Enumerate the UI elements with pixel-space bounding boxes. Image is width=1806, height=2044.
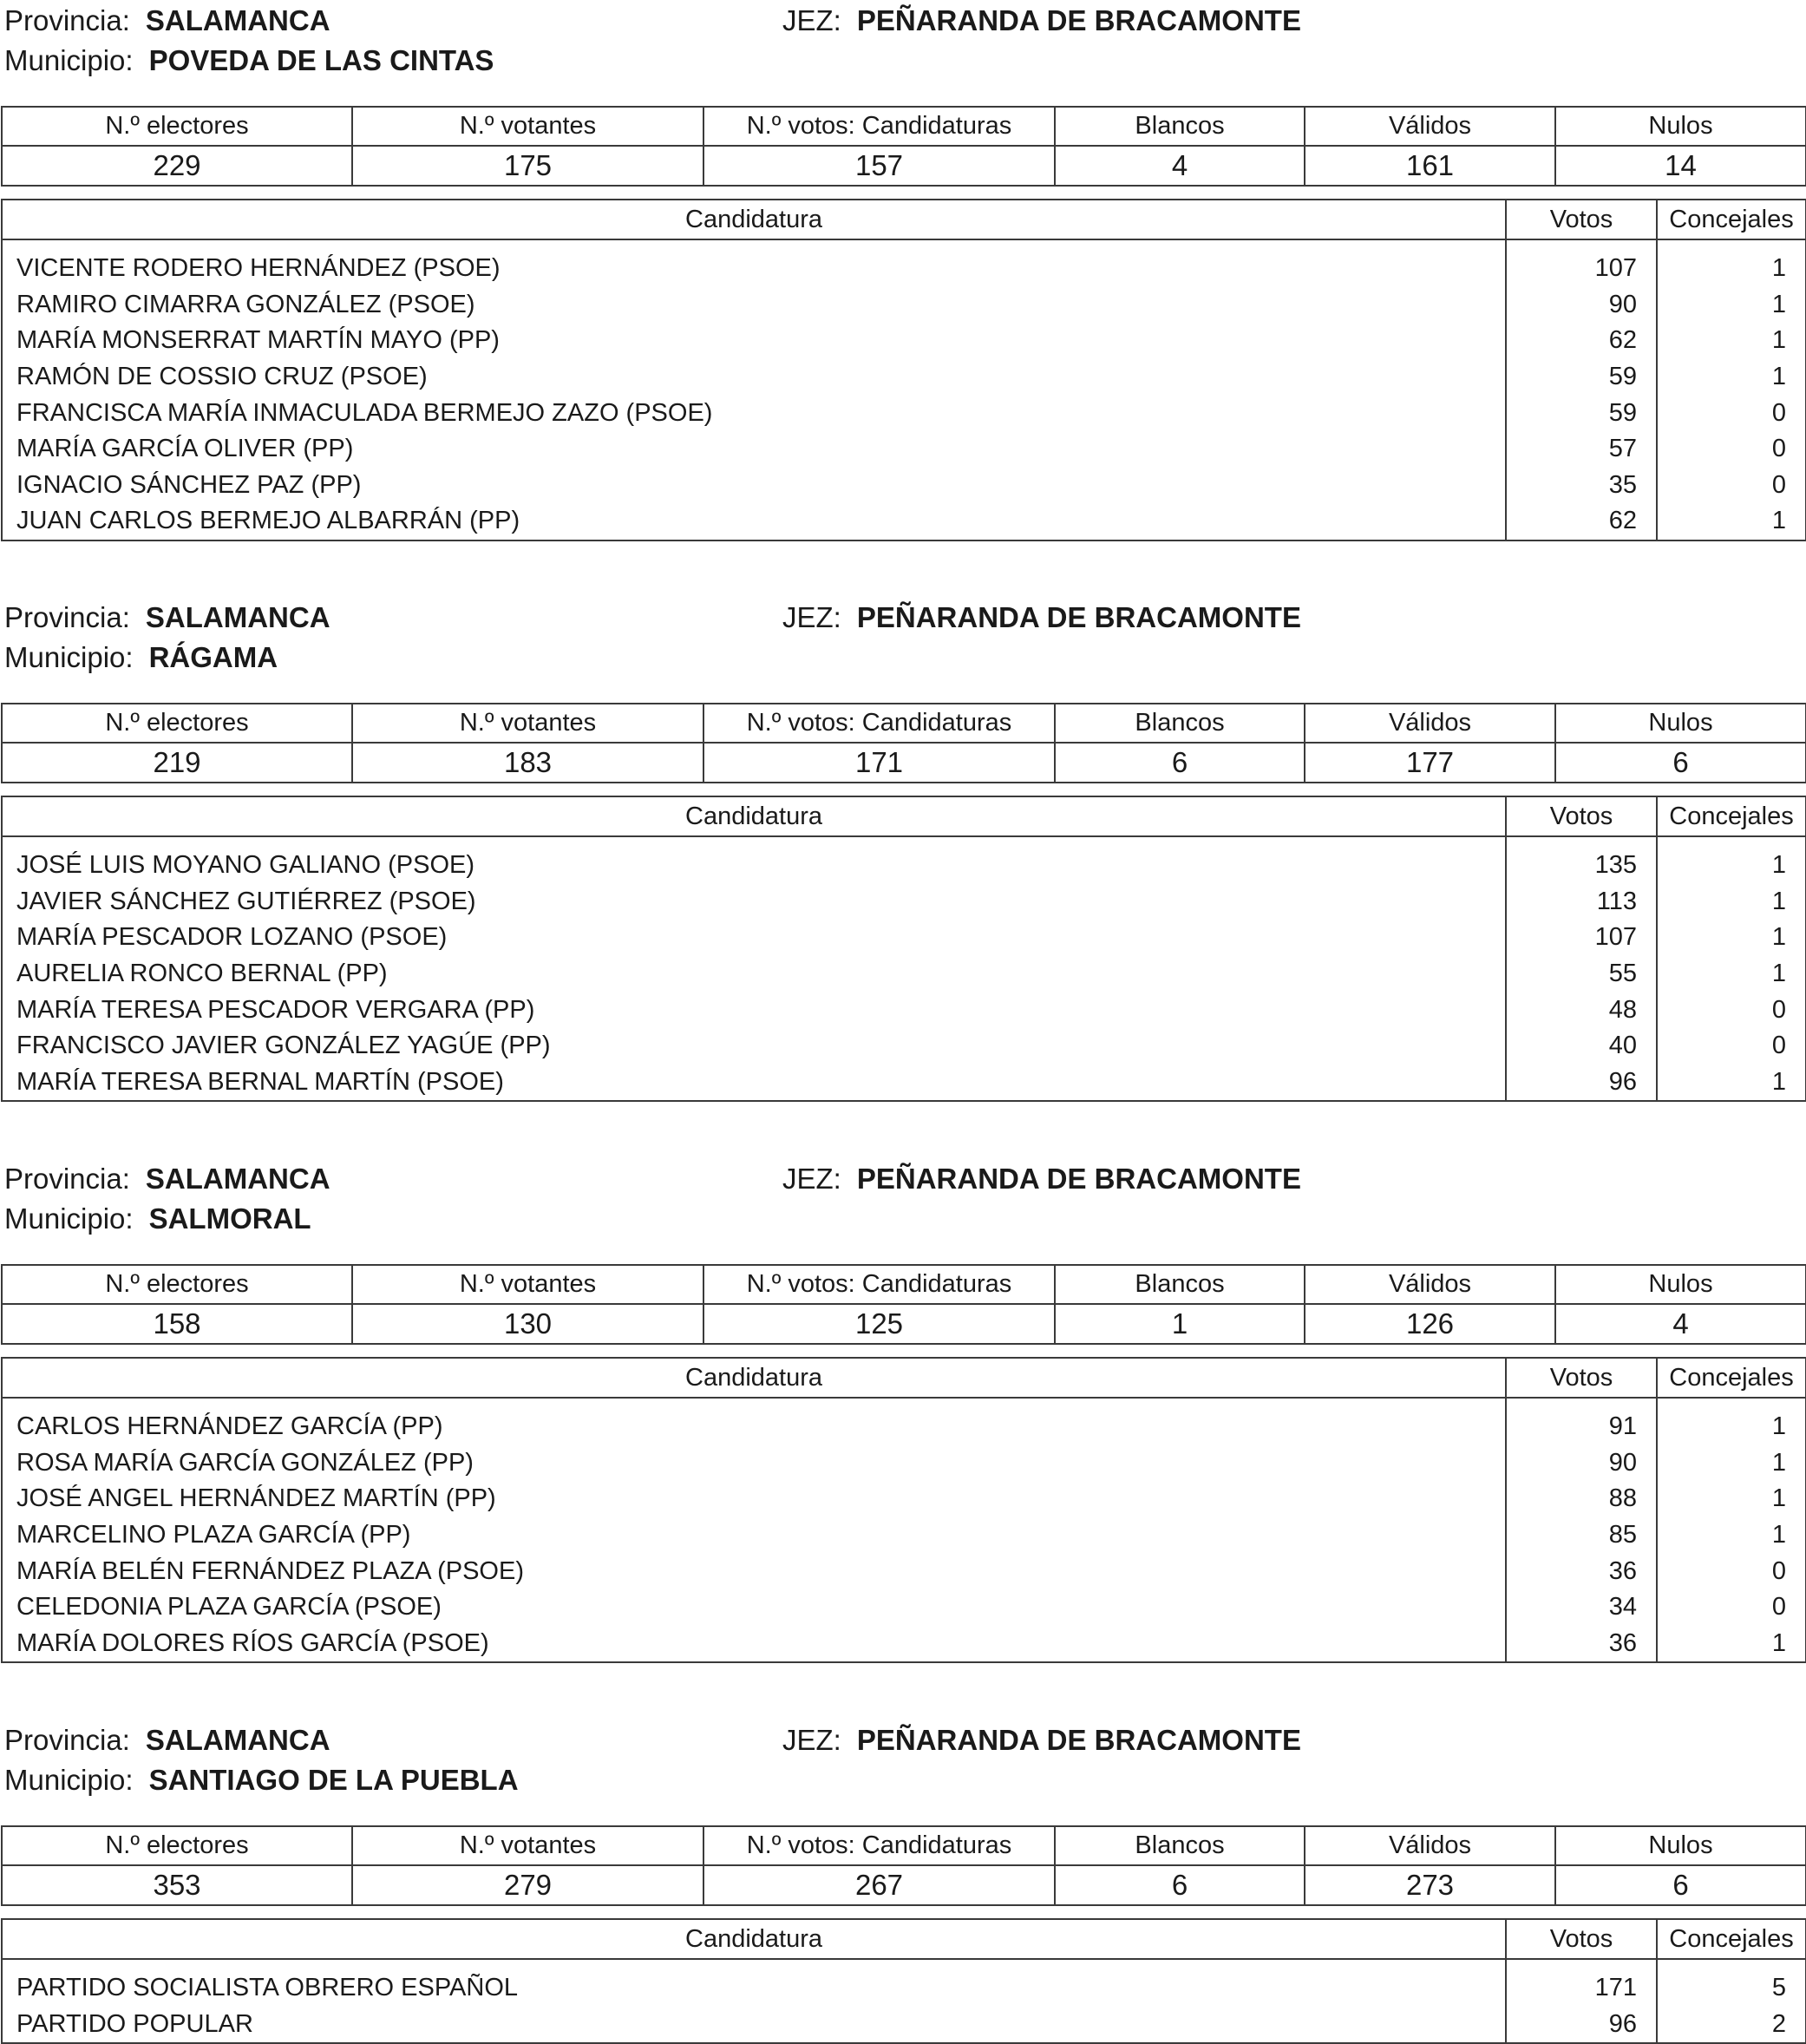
concejales-header: Concejales — [1657, 1919, 1806, 1959]
candidate-concejales: 1 — [1657, 359, 1806, 396]
stats-header-row — [2, 704, 1806, 743]
candidate-name: CELEDONIA PLAZA GARCÍA (PSOE) — [2, 1589, 1506, 1626]
blancos-value: 6 — [1055, 743, 1305, 783]
candidaturas-header-row — [2, 1358, 1806, 1398]
votos-header: Votos — [1506, 200, 1657, 239]
candidate-name: PARTIDO SOCIALISTA OBRERO ESPAÑOL — [2, 1959, 1506, 2007]
blancos-value: 4 — [1055, 146, 1305, 186]
votos-candidaturas-value: 171 — [703, 743, 1055, 783]
jez-line — [782, 603, 1301, 632]
jez-line — [782, 1726, 1301, 1754]
candidate-row — [2, 239, 1806, 287]
nulos-header: Nulos — [1555, 1826, 1806, 1865]
electores-header: N.º electores — [2, 1826, 352, 1865]
candidate-votes: 96 — [1506, 1065, 1657, 1102]
candidate-row — [2, 323, 1806, 359]
candidate-concejales: 1 — [1657, 1065, 1806, 1102]
candidate-concejales: 1 — [1657, 920, 1806, 956]
candidate-row — [2, 836, 1806, 884]
candidate-votes: 35 — [1506, 468, 1657, 504]
candidate-votes: 88 — [1506, 1481, 1657, 1517]
jez-line — [782, 6, 1301, 35]
provincia-label: Provincia: — [4, 601, 130, 633]
stats-table — [1, 1825, 1806, 1906]
validos-header: Válidos — [1305, 1265, 1555, 1304]
validos-value: 177 — [1305, 743, 1555, 783]
candidate-name: MARÍA BELÉN FERNÁNDEZ PLAZA (PSOE) — [2, 1553, 1506, 1589]
municipio-label: Municipio: — [4, 1202, 134, 1235]
jez-value: PEÑARANDA DE BRACAMONTE — [856, 1724, 1301, 1756]
candidate-votes: 36 — [1506, 1626, 1657, 1663]
jez-label: JEZ: — [782, 4, 841, 36]
stats-value-row — [2, 743, 1806, 783]
votantes-value: 175 — [352, 146, 703, 186]
candidate-name: MARÍA MONSERRAT MARTÍN MAYO (PP) — [2, 323, 1506, 359]
candidate-votes: 48 — [1506, 992, 1657, 1028]
electores-header: N.º electores — [2, 1265, 352, 1304]
candidate-name: JOSÉ ANGEL HERNÁNDEZ MARTÍN (PP) — [2, 1481, 1506, 1517]
electores-value: 219 — [2, 743, 352, 783]
electores-value: 158 — [2, 1304, 352, 1344]
candidate-row — [2, 992, 1806, 1028]
candidate-concejales: 1 — [1657, 239, 1806, 287]
nulos-header: Nulos — [1555, 704, 1806, 743]
blancos-header: Blancos — [1055, 107, 1305, 146]
candidate-row — [2, 1626, 1806, 1663]
candidate-concejales: 0 — [1657, 992, 1806, 1028]
candidate-name: FRANCISCA MARÍA INMACULADA BERMEJO ZAZO (PSOE) — [2, 395, 1506, 431]
candidate-concejales: 1 — [1657, 503, 1806, 540]
candidate-name: JAVIER SÁNCHEZ GUTIÉRREZ (PSOE) — [2, 884, 1506, 920]
candidaturas-header-row — [2, 200, 1806, 239]
municipio-line — [4, 46, 494, 75]
candidate-name: AURELIA RONCO BERNAL (PP) — [2, 956, 1506, 993]
candidate-votes: 62 — [1506, 503, 1657, 540]
candidatura-header: Candidatura — [2, 1358, 1506, 1398]
candidate-row — [2, 1028, 1806, 1065]
candidate-votes: 135 — [1506, 836, 1657, 884]
stats-table — [1, 1264, 1806, 1345]
candidate-votes: 90 — [1506, 287, 1657, 324]
candidate-votes: 171 — [1506, 1959, 1657, 2007]
validos-header: Válidos — [1305, 704, 1555, 743]
blancos-value: 6 — [1055, 1865, 1305, 1905]
municipio-label: Municipio: — [4, 641, 134, 673]
candidate-concejales: 1 — [1657, 836, 1806, 884]
candidate-votes: 107 — [1506, 239, 1657, 287]
blancos-header: Blancos — [1055, 704, 1305, 743]
votantes-header: N.º votantes — [352, 1826, 703, 1865]
candidate-name: FRANCISCO JAVIER GONZÁLEZ YAGÚE (PP) — [2, 1028, 1506, 1065]
candidate-row — [2, 920, 1806, 956]
validos-value: 161 — [1305, 146, 1555, 186]
candidate-name: MARCELINO PLAZA GARCÍA (PP) — [2, 1517, 1506, 1554]
candidate-votes: 91 — [1506, 1398, 1657, 1445]
candidate-name: MARÍA GARCÍA OLIVER (PP) — [2, 431, 1506, 468]
stats-header-row — [2, 1265, 1806, 1304]
stats-value-row — [2, 1304, 1806, 1344]
jez-line — [782, 1164, 1301, 1193]
provincia-label: Provincia: — [4, 4, 130, 36]
nulos-value: 14 — [1555, 146, 1806, 186]
stats-value-row — [2, 146, 1806, 186]
votos-candidaturas-value: 157 — [703, 146, 1055, 186]
validos-header: Válidos — [1305, 1826, 1555, 1865]
candidate-concejales: 0 — [1657, 468, 1806, 504]
candidate-row — [2, 359, 1806, 396]
jez-label: JEZ: — [782, 601, 841, 633]
candidate-row — [2, 395, 1806, 431]
candidatura-header: Candidatura — [2, 200, 1506, 239]
candidaturas-table — [1, 199, 1806, 541]
candidate-row — [2, 1589, 1806, 1626]
electores-header: N.º electores — [2, 704, 352, 743]
votos-candidaturas-header: N.º votos: Candidaturas — [703, 107, 1055, 146]
candidate-concejales: 1 — [1657, 287, 1806, 324]
votantes-value: 130 — [352, 1304, 703, 1344]
candidate-votes: 107 — [1506, 920, 1657, 956]
nulos-header: Nulos — [1555, 107, 1806, 146]
votantes-header: N.º votantes — [352, 704, 703, 743]
candidate-concejales: 1 — [1657, 1517, 1806, 1554]
nulos-value: 6 — [1555, 1865, 1806, 1905]
candidate-concejales: 0 — [1657, 1589, 1806, 1626]
candidate-concejales: 5 — [1657, 1959, 1806, 2007]
candidate-row — [2, 2007, 1806, 2044]
candidate-votes: 57 — [1506, 431, 1657, 468]
candidate-name: PARTIDO POPULAR — [2, 2007, 1506, 2044]
municipio-line — [4, 1204, 311, 1233]
jez-value: PEÑARANDA DE BRACAMONTE — [856, 1163, 1301, 1195]
candidate-concejales: 1 — [1657, 956, 1806, 993]
municipio-label: Municipio: — [4, 1764, 134, 1796]
validos-value: 273 — [1305, 1865, 1555, 1905]
votos-header: Votos — [1506, 796, 1657, 836]
electores-header: N.º electores — [2, 107, 352, 146]
candidate-votes: 96 — [1506, 2007, 1657, 2044]
candidate-row — [2, 1959, 1806, 2007]
candidate-concejales: 0 — [1657, 431, 1806, 468]
candidate-row — [2, 1517, 1806, 1554]
candidatura-header: Candidatura — [2, 1919, 1506, 1959]
votos-header: Votos — [1506, 1358, 1657, 1398]
provincia-value: SALAMANCA — [145, 4, 330, 36]
candidate-concejales: 1 — [1657, 1481, 1806, 1517]
candidate-votes: 55 — [1506, 956, 1657, 993]
blancos-header: Blancos — [1055, 1826, 1305, 1865]
candidate-row — [2, 884, 1806, 920]
candidate-concejales: 1 — [1657, 1626, 1806, 1663]
candidate-votes: 59 — [1506, 359, 1657, 396]
validos-value: 126 — [1305, 1304, 1555, 1344]
jez-value: PEÑARANDA DE BRACAMONTE — [856, 4, 1301, 36]
votos-header: Votos — [1506, 1919, 1657, 1959]
concejales-header: Concejales — [1657, 1358, 1806, 1398]
candidate-row — [2, 1553, 1806, 1589]
candidate-concejales: 0 — [1657, 1553, 1806, 1589]
provincia-label: Provincia: — [4, 1163, 130, 1195]
candidate-name: RAMIRO CIMARRA GONZÁLEZ (PSOE) — [2, 287, 1506, 324]
candidate-row — [2, 287, 1806, 324]
candidate-name: MARÍA TERESA BERNAL MARTÍN (PSOE) — [2, 1065, 1506, 1102]
votos-candidaturas-header: N.º votos: Candidaturas — [703, 1826, 1055, 1865]
candidate-votes: 36 — [1506, 1553, 1657, 1589]
stats-header-row — [2, 107, 1806, 146]
nulos-value: 6 — [1555, 743, 1806, 783]
candidate-concejales: 1 — [1657, 1398, 1806, 1445]
votos-candidaturas-header: N.º votos: Candidaturas — [703, 1265, 1055, 1304]
votantes-value: 279 — [352, 1865, 703, 1905]
candidate-votes: 90 — [1506, 1445, 1657, 1482]
candidaturas-table — [1, 1918, 1806, 2044]
candidate-row — [2, 468, 1806, 504]
jez-label: JEZ: — [782, 1724, 841, 1756]
municipio-line — [4, 1766, 519, 1794]
candidate-concejales: 0 — [1657, 1028, 1806, 1065]
candidate-name: ROSA MARÍA GARCÍA GONZÁLEZ (PP) — [2, 1445, 1506, 1482]
blancos-value: 1 — [1055, 1304, 1305, 1344]
candidate-row — [2, 1481, 1806, 1517]
municipio-value: POVEDA DE LAS CINTAS — [148, 44, 494, 76]
candidate-concejales: 2 — [1657, 2007, 1806, 2044]
candidate-name: MARÍA TERESA PESCADOR VERGARA (PP) — [2, 992, 1506, 1028]
candidate-row — [2, 1065, 1806, 1102]
electores-value: 229 — [2, 146, 352, 186]
candidaturas-header-row — [2, 796, 1806, 836]
candidatura-header: Candidatura — [2, 796, 1506, 836]
candidate-name: IGNACIO SÁNCHEZ PAZ (PP) — [2, 468, 1506, 504]
candidate-name: MARÍA DOLORES RÍOS GARCÍA (PSOE) — [2, 1626, 1506, 1663]
concejales-header: Concejales — [1657, 200, 1806, 239]
votos-candidaturas-value: 125 — [703, 1304, 1055, 1344]
candidate-row — [2, 1398, 1806, 1445]
validos-header: Válidos — [1305, 107, 1555, 146]
candidaturas-header-row — [2, 1919, 1806, 1959]
candidate-row — [2, 431, 1806, 468]
municipio-value: SALMORAL — [148, 1202, 311, 1235]
candidate-votes: 59 — [1506, 395, 1657, 431]
votos-candidaturas-header: N.º votos: Candidaturas — [703, 704, 1055, 743]
provincia-line — [4, 1164, 330, 1193]
provincia-label: Provincia: — [4, 1724, 130, 1756]
candidaturas-table — [1, 796, 1806, 1102]
municipio-value: RÁGAMA — [148, 641, 278, 673]
candidate-row — [2, 503, 1806, 540]
candidate-votes: 40 — [1506, 1028, 1657, 1065]
provincia-line — [4, 603, 330, 632]
candidate-row — [2, 956, 1806, 993]
candidate-name: JUAN CARLOS BERMEJO ALBARRÁN (PP) — [2, 503, 1506, 540]
candidate-name: JOSÉ LUIS MOYANO GALIANO (PSOE) — [2, 836, 1506, 884]
stats-table — [1, 703, 1806, 783]
provincia-value: SALAMANCA — [145, 1724, 330, 1756]
votos-candidaturas-value: 267 — [703, 1865, 1055, 1905]
candidate-concejales: 1 — [1657, 1445, 1806, 1482]
stats-table — [1, 106, 1806, 187]
candidate-concejales: 0 — [1657, 395, 1806, 431]
nulos-value: 4 — [1555, 1304, 1806, 1344]
provincia-line — [4, 1726, 330, 1754]
stats-header-row — [2, 1826, 1806, 1865]
provincia-value: SALAMANCA — [145, 601, 330, 633]
candidate-votes: 85 — [1506, 1517, 1657, 1554]
candidate-name: MARÍA PESCADOR LOZANO (PSOE) — [2, 920, 1506, 956]
provincia-line — [4, 6, 330, 35]
candidate-votes: 62 — [1506, 323, 1657, 359]
candidate-name: RAMÓN DE COSSIO CRUZ (PSOE) — [2, 359, 1506, 396]
votantes-value: 183 — [352, 743, 703, 783]
jez-label: JEZ: — [782, 1163, 841, 1195]
votantes-header: N.º votantes — [352, 107, 703, 146]
candidate-votes: 34 — [1506, 1589, 1657, 1626]
candidate-concejales: 1 — [1657, 323, 1806, 359]
votantes-header: N.º votantes — [352, 1265, 703, 1304]
municipio-label: Municipio: — [4, 44, 134, 76]
municipio-line — [4, 643, 278, 672]
jez-value: PEÑARANDA DE BRACAMONTE — [856, 601, 1301, 633]
provincia-value: SALAMANCA — [145, 1163, 330, 1195]
candidate-votes: 113 — [1506, 884, 1657, 920]
municipio-value: SANTIAGO DE LA PUEBLA — [148, 1764, 519, 1796]
candidate-name: CARLOS HERNÁNDEZ GARCÍA (PP) — [2, 1398, 1506, 1445]
nulos-header: Nulos — [1555, 1265, 1806, 1304]
candidate-concejales: 1 — [1657, 884, 1806, 920]
blancos-header: Blancos — [1055, 1265, 1305, 1304]
candidate-name: VICENTE RODERO HERNÁNDEZ (PSOE) — [2, 239, 1506, 287]
electores-value: 353 — [2, 1865, 352, 1905]
candidate-row — [2, 1445, 1806, 1482]
candidaturas-table — [1, 1357, 1806, 1663]
stats-value-row — [2, 1865, 1806, 1905]
concejales-header: Concejales — [1657, 796, 1806, 836]
